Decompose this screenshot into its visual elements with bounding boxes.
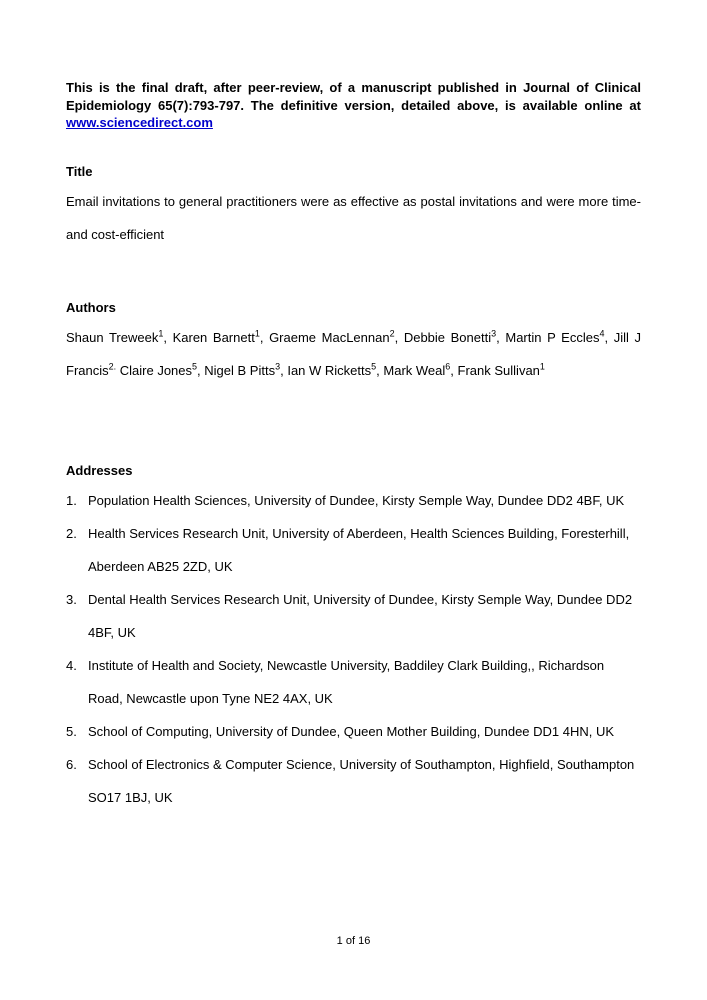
- address-text: Dental Health Services Research Unit, University of Dundee, Kirsty Semple Way, Dundee DD2 4BF, UK: [88, 591, 633, 640]
- address-number: 1.: [66, 492, 77, 508]
- address-text: Institute of Health and Society, Newcastle University, Baddiley Clark Building,, Richardson Road, Newcastle upon Tyne NE2 4AX, UK: [88, 657, 605, 706]
- address-text: Health Services Research Unit, University of Aberdeen, Health Sciences Building, Foresterhill, Aberdeen AB25 2ZD, UK: [88, 525, 630, 574]
- sciencedirect-link[interactable]: www.sciencedirect.com: [66, 115, 213, 130]
- author-affiliation-superscript: 3: [275, 361, 281, 372]
- author-name: Mark Weal: [383, 362, 446, 378]
- author-affiliation-superscript: 2.: [108, 361, 117, 372]
- address-number: 3.: [66, 591, 77, 607]
- author-name: Graeme MacLennan: [269, 329, 390, 345]
- author-affiliation-superscript: 4: [599, 328, 605, 339]
- author-name: Karen Barnett: [172, 329, 255, 345]
- addresses-heading: Addresses: [66, 462, 133, 478]
- author-affiliation-superscript: 2: [389, 328, 395, 339]
- publication-note: [66, 79, 641, 132]
- address-number: 6.: [66, 756, 77, 772]
- author-affiliation-superscript: 1: [254, 328, 260, 339]
- publication-note-text: This is the final draft, after peer-review, of a manuscript published in Journal of Clinical Epidemiology 65(7):793-797. The definitive version, detailed above, is available online at: [66, 80, 641, 113]
- address-item: [66, 583, 641, 649]
- authors-line: Shaun Treweek$^1$, Karen Barnett$^1$, Graeme MacLennan$^2$, Debbie Bonetti$^3$, Martin P Eccles$^4$, Jill J Francis$^{2.}$ Claire Jones$^5$, Nigel B Pitts$^3$, Ian W Ricketts$^5$, Mark Weal$^6$, Frank Sullivan$^1$: [66, 328, 641, 378]
- address-item: [66, 649, 641, 715]
- address-number: 5.: [66, 723, 77, 739]
- author-name: Jill J Francis: [66, 329, 641, 378]
- author-name: Debbie Bonetti: [403, 329, 492, 345]
- authors-heading: Authors: [66, 299, 116, 315]
- author-affiliation-superscript: 5: [371, 361, 377, 372]
- author-name: Nigel B Pitts: [204, 362, 276, 378]
- address-item: [66, 748, 641, 814]
- author-affiliation-superscript: 3: [491, 328, 497, 339]
- author-affiliation-superscript: 1: [158, 328, 164, 339]
- address-list: [66, 484, 641, 814]
- address-item: [66, 484, 641, 517]
- paper-title: Email invitations to general practitioners were as effective as postal invitations and were more time- and cost-efficient: [66, 193, 641, 242]
- address-number: 4.: [66, 657, 77, 673]
- author-name: Martin P Eccles: [505, 329, 600, 345]
- address-text: School of Computing, University of Dundee, Queen Mother Building, Dundee DD1 4HN, UK: [88, 723, 615, 739]
- address-number: 2.: [66, 525, 77, 541]
- author-name: Ian W Ricketts: [287, 362, 372, 378]
- address-text: Population Health Sciences, University of Dundee, Kirsty Semple Way, Dundee DD2 4BF, UK: [88, 492, 625, 508]
- author-affiliation-superscript: 6: [445, 361, 451, 372]
- author-name: Frank Sullivan: [457, 362, 540, 378]
- address-item: [66, 715, 641, 748]
- address-text: School of Electronics & Computer Science, University of Southampton, Highfield, Southampton SO17 1BJ, UK: [88, 756, 635, 805]
- author-affiliation-superscript: 1: [539, 361, 545, 372]
- author-affiliation-superscript: 5: [192, 361, 198, 372]
- address-item: [66, 517, 641, 583]
- author-name: Claire Jones: [119, 362, 193, 378]
- title-heading: Title: [66, 163, 93, 179]
- author-name: Shaun Treweek: [66, 329, 159, 345]
- page-number: 1 of 16: [336, 935, 371, 947]
